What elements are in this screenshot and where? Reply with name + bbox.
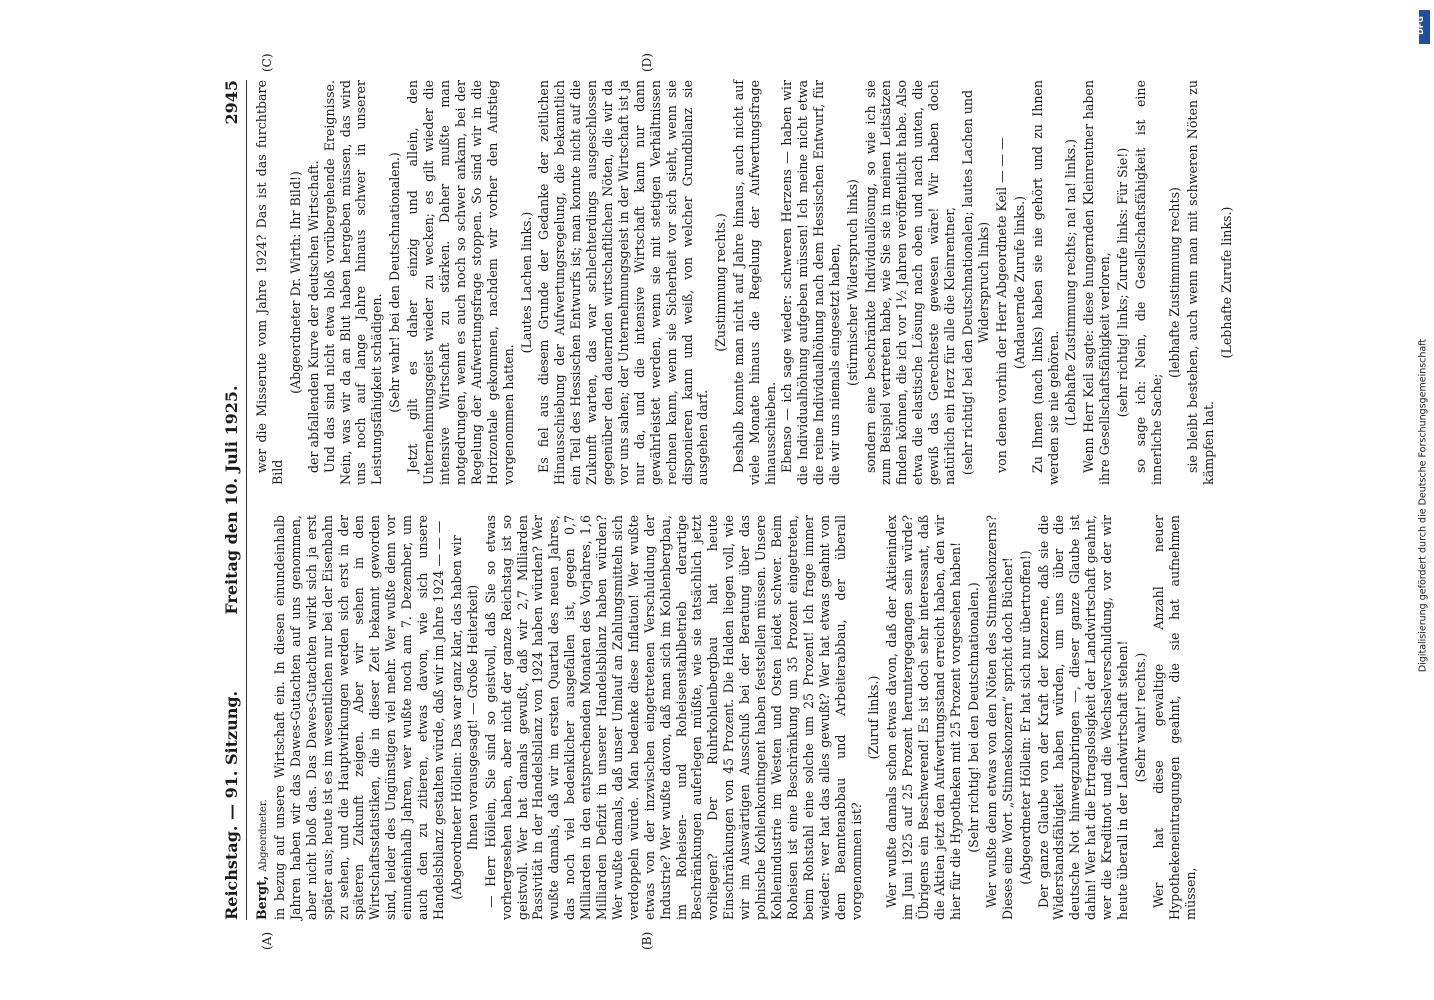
interjection: (Zustimmung rechts.) bbox=[713, 213, 729, 352]
paragraph: der abfallenden Kurve der deutschen Wirtschaft. bbox=[305, 160, 321, 473]
interjection: (Abgeordneter Höllein: Das war ganz klar, das haben wir Ihnen vorausgesagt! — Große Heiterkeit) bbox=[448, 535, 480, 900]
interjection: (stürmischer Widerspruch links) bbox=[844, 179, 860, 386]
page-number: 2945 bbox=[222, 80, 241, 125]
paragraph: Und das sind nicht etwa bloß vorübergehende Ereignisse. Nein, was wir da an Blut haben hergeben müssen, das wird uns noch auf lange Jahre hinaus schwer in unserer Leistungsfähigkeit schädigen. bbox=[321, 80, 385, 485]
interjection: (sehr richtig! bei den Deutschnationalen; lautes Lachen und Widerspruch links) bbox=[959, 89, 991, 476]
dfg-logo bbox=[1415, 10, 1430, 44]
paragraph: in bezug auf unsere Wirtschaft ein. In diesen einundeinhalb Jahren haben wir das Dawes-Gutachten auf uns genommen, aber nicht bloß das. Das Dawes-Gutachten wirkt sich ja erst später aus; heute ist es im wesentlichen nur bei der Eisenbahn zu sehen, und die Hauptwirkungen werden sich erst in der späteren Zukunft zeigen. Aber wir sehen in den Wirtschaftsstatistiken, die in dieser Zeit bekannt geworden sind, leider des Ungünstigen viel mehr. Wer wußte denn vor einundeinhalb Jahren, wer wußte noch am 7. Dezember, um auch den zu zitieren, etwas davon, wie sich unsere Handelsbilanz gestalten würde, daß wir im Jahre 1924 — — — bbox=[271, 515, 446, 920]
paragraph: sondern eine beschränkte Individuallösung, so wie ich sie zum Beispiel vertreten habe, wie Sie sie in meinen Leitsätzen finden können, die ich vor 1½ Jahren veröffentlicht habe. Also etwa die elastische Lösung nach oben und nach unten, die gewiß das Gerechteste gewesen wäre! Wir haben doch natürlich ein Herz für alle die Kleinrentner, bbox=[862, 80, 958, 485]
interjection: (Abgeordneter Höllein: Er hat sich nur übertroffen!) bbox=[1017, 550, 1033, 885]
marker-a: (A) bbox=[260, 931, 274, 950]
interjection: (sehr richtig! links; Zurufe links: Für Sie!) bbox=[1115, 147, 1131, 418]
interjection: (Lebhafte Zurufe links.) bbox=[1218, 206, 1234, 359]
interjection: (Abgeordneter Dr. Wirth: Ihr Bild!) bbox=[287, 171, 303, 394]
paragraph: Deshalb konnte man nicht auf Jahre hinaus, auch nicht auf viele Monate hinaus die Regelung der Aufwertungsfrage hinausschieben. bbox=[731, 80, 779, 485]
interjection: (Andauernde Zurufe links.) bbox=[1011, 195, 1027, 370]
digitization-text: Digitalisierung gefördert durch die Deutsche Forschungsgemeinschaft bbox=[1417, 338, 1429, 673]
interjection: (Sehr richtig! bei den Deutschnationalen.) bbox=[965, 582, 981, 853]
paragraph: Wer wußte denn etwas von den Nöten des Stinneskonzerns? Dieses eine Wort „Stinneskonzern“ spricht doch Bücher! bbox=[983, 515, 1015, 920]
paragraph: Wer hat diese gewaltige Anzahl neuer Hypothekeneintragungen geahnt, die sie hat aufnehmen müssen, bbox=[1150, 515, 1198, 920]
paragraph: so sage ich: Nein, die Gesellschaftsfähigkeit ist eine innerliche Sache; bbox=[1133, 80, 1164, 485]
digitization-notice bbox=[1413, 60, 1433, 960]
paragraph: Wer wußte damals schon etwas davon, daß der Aktienindex im Juni 1925 auf 25 Prozent heruntergegangen sein würde? Übrigens ein Beschwerend! Es ist doch sehr interessant, daß die Aktien jetzt den Aufwertungsstand erreicht haben, den wir hier für die Hypotheken mit 25 Prozent vorgesehen haben! bbox=[884, 515, 963, 920]
header-date: Freitag den 10. Juli 1925. bbox=[222, 385, 241, 615]
interjection: (Lautes Lachen links.) bbox=[518, 211, 534, 354]
dfg-logo-text: DFG bbox=[1415, 16, 1425, 35]
speaker-line bbox=[254, 515, 272, 920]
paragraph: Wenn Herr Keil sagte: diese hungernden Kleinrentner haben ihre Gesellschaftsfähigkeit verloren, bbox=[1081, 80, 1113, 485]
speaker-role: Abgeordneter. bbox=[258, 799, 269, 872]
speaker-name: Bergt, bbox=[254, 875, 269, 920]
paragraph: von denen vorhin der Herr Abgeordnete Keil — — — bbox=[993, 137, 1009, 473]
paragraph: Es fiel aus diesem Grunde der Gedanke der zeitlichen Hinausschiebung der Aufwertungsregelung, die bekanntlich ein Teil des Hessischen Entwurfs ist; man konnte nicht auf die Zukunft warten, das war schlechterdings ausgeschlossen gegenüber den dauernden wirtschaftlichen Nöten, die wir da vor uns sahen; der Unternehmungsgeist in der Wirtschaft ist ja nur da, und die intensive Wirtschaft kann nur dann gewährleistet werden, wenn sie mit stetigen Verhältnissen rechnen kann, wenn sie Sicherheit vor sich sieht, wenn sie disponieren kann und weiß, von welcher Grundbilanz sie ausgehen darf. bbox=[536, 80, 711, 485]
marker-b: (B) bbox=[640, 931, 654, 950]
right-column bbox=[254, 80, 1234, 485]
paragraph: Ebenso — ich sage wieder: schweren Herzens — haben wir die Individualhöhung aufgeben müssen! Ich meine nicht etwa die reine Individualhöhung nach dem Hessischen Entwurf, für die wir uns niemals eingesetzt haben, bbox=[779, 80, 842, 485]
marker-c: (C) bbox=[260, 53, 274, 72]
interjection: (Sehr wahr! bei den Deutschnationalen.) bbox=[387, 152, 403, 413]
paragraph: wer die Misserute vom Jahre 1924? Das ist das furchtbare Bild bbox=[254, 80, 285, 485]
paragraph: Zu Ihnen (nach links) haben sie nie gehört und zu Ihnen werden sie nie gehören. bbox=[1029, 80, 1061, 485]
paragraph: Jetzt gilt es daher einzig und allein, den Unternehmungsgeist wieder zu wecken; es gilt wieder die intensive Wirtschaft zu stärken. Daher mußte man notgedrungen, wenn es auch noch so schwer ankam, bei der Regelung der Aufwertungsfrage stoppen. So sind wir in die Horizontale gekommen, nachdem wir vorher den Aufstieg vorgenommen hatten. bbox=[405, 80, 516, 485]
paragraph: — Herr Höllein, Sie sind so geistvoll, daß Sie so etwas vorhergesehen haben, aber nicht der ganze Reichstag ist so geistvoll. Wer hat damals gewußt, daß wir 2,7 Milliarden Passivität in der Handelsbilanz von 1924 haben würden? Wer wußte damals, daß wir im ersten Quartal des neuen Jahres, das noch viel bedenklicher ausgefallen ist, gegen 0,7 Milliarden in den entsprechenden Monaten des Vorjahres, 1,6 Milliarden Defizit in unserer Handelsbilanz haben würden? Wer wußte damals, daß unser Umlauf an Zahlungsmitteln sich verdoppeln würde. Man bedenke diese Inflation! Wer wußte etwas von der inzwischen eingetretenen Verschuldung der Industrie? Wer wußte davon, daß man sich im Kohlenbergbau, im Roheisen- und Roheisenstahlbetrieb derartige Beschränkungen auferlegen müßte, wie sie tatsächlich jetzt vorliegen? Der Ruhrkohlenbergbau hat heute Einschränkungen von 45 Prozent. Die Halden liegen voll, wie wir im Auswärtigen Ausschuß bei der Beratung über das polnische Kohlenkontingent haben feststellen müssen. Unsere Kohlenindustrie im Westen und Osten leidet schwer. Beim Roheisen ist eine Beschränkung um 35 Prozent eingetreten, beim Rohstahl eine solche um 25 Prozent! Ich frage immer wieder: wer hat das alles gewußt? Wer hat etwas geahnt von dem Beamtenabbau und Arbeiterabbau, der überall vorgenommen ist? bbox=[482, 515, 864, 920]
page-content bbox=[220, 53, 1234, 950]
left-column bbox=[254, 515, 1198, 920]
interjection: (Sehr wahr! rechts.) bbox=[1132, 652, 1148, 783]
interjection: (Lebhafte Zustimmung rechts; na! na! links.) bbox=[1063, 138, 1079, 427]
header-left: Reichstag. — 91. Sitzung. bbox=[222, 690, 241, 920]
document-page bbox=[100, 0, 1234, 1000]
interjection: (Zuruf links.) bbox=[866, 675, 882, 760]
marker-d: (D) bbox=[640, 53, 654, 72]
running-header bbox=[220, 80, 247, 920]
paragraph: Der ganze Glaube von der Kraft der Konzerne, daß sie die Widerstandsfähigkeit haben würden, um uns über die deutsche Not hinwegzubringen —, dieser ganze Glaube ist dahin! Wer hat die Ertragslosigkeit der Landwirtschaft geahnt, wer die Kreditnot und die Wechselverschuldung, vor der wir heute überall in der Landwirtschaft stehen! bbox=[1035, 515, 1131, 920]
interjection: (lebhafte Zustimmung rechts) bbox=[1166, 187, 1182, 378]
paragraph: sie bleibt bestehen, auch wenn man mit schweren Nöten zu kämpfen hat. bbox=[1184, 80, 1216, 485]
